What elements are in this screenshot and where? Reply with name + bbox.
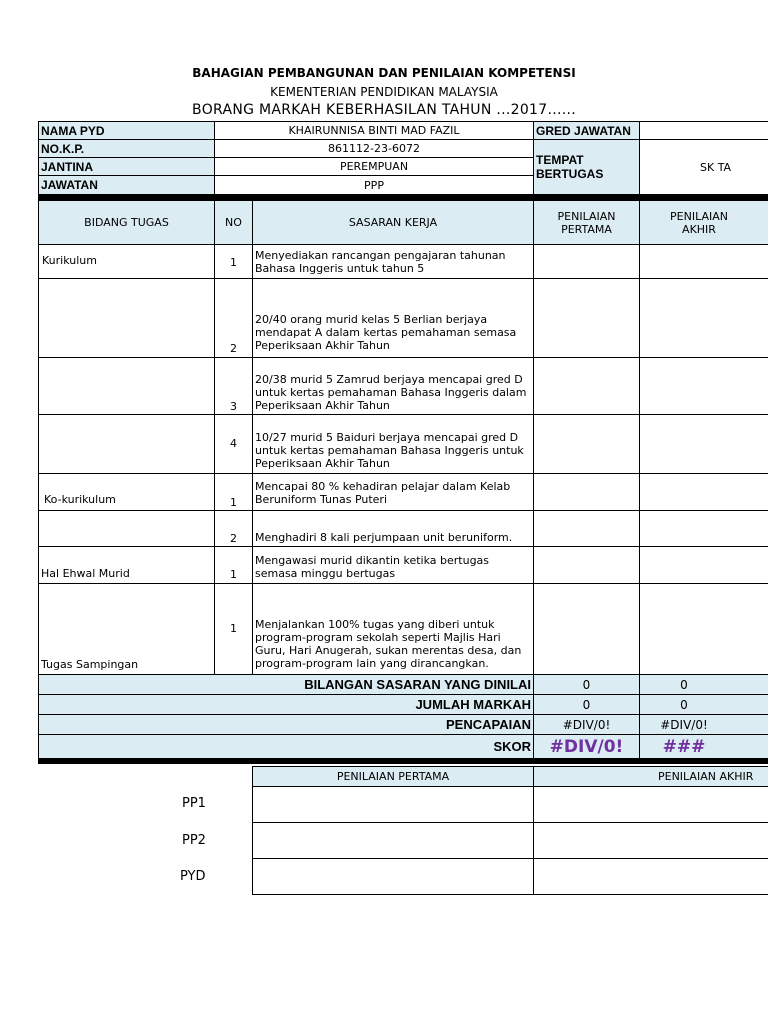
- row-bidang: [38, 278, 215, 358]
- signoff-label-pyd: PYD: [180, 869, 206, 884]
- skor-pertama: #DIV/0!: [533, 734, 640, 759]
- row-no: 4: [214, 414, 253, 474]
- col-akhir: PENILAIAN AKHIR: [639, 200, 768, 245]
- row-sasaran: Menyediakan rancangan pengajaran tahunan Bahasa Inggeris untuk tahun 5: [252, 244, 534, 279]
- jawatan-value: PPP: [214, 175, 534, 195]
- signoff-pp1-pertama[interactable]: [252, 786, 534, 823]
- signoff-label-pp1: PP1: [182, 796, 206, 811]
- row-no: 1: [214, 244, 253, 279]
- summary-akhir: 0: [639, 674, 768, 695]
- summary-akhir: 0: [639, 694, 768, 715]
- summary-label: PENCAPAIAN: [38, 714, 534, 735]
- row-akhir-cell[interactable]: [639, 546, 768, 584]
- row-akhir-cell[interactable]: [639, 357, 768, 415]
- signoff-label-pp2: PP2: [182, 833, 206, 848]
- row-akhir-cell[interactable]: [639, 278, 768, 358]
- jawatan-label: JAWATAN: [38, 175, 215, 195]
- summary-label: SKOR: [38, 734, 534, 759]
- nokp-value: 861112-23-6072: [214, 139, 534, 158]
- row-pertama-cell[interactable]: [533, 278, 640, 358]
- signoff-pp2-pertama[interactable]: [252, 822, 534, 859]
- header-line-1: BAHAGIAN PEMBANGUNAN DAN PENILAIAN KOMPETENSI: [192, 66, 576, 80]
- col-pertama: PENILAIAN PERTAMA: [533, 200, 640, 245]
- row-sasaran: 20/40 orang murid kelas 5 Berlian berjaya mendapat A dalam kertas pemahaman semasa Peperiksaan Akhir Tahun: [252, 278, 534, 358]
- divider-bottom: [38, 759, 768, 764]
- jantina-label: JANTINA: [38, 157, 215, 176]
- row-sasaran: Mencapai 80 % kehadiran pelajar dalam Kelab Beruniform Tunas Puteri: [252, 473, 534, 511]
- gred-value: [639, 121, 768, 140]
- signoff-pyd-pertama[interactable]: [252, 858, 534, 895]
- signoff-akhir-header: PENILAIAN AKHIR: [533, 766, 768, 787]
- row-no: 1: [214, 546, 253, 584]
- row-no: 2: [214, 510, 253, 547]
- summary-label: JUMLAH MARKAH: [38, 694, 534, 715]
- row-sasaran: Mengawasi murid dikantin ketika bertugas semasa minggu bertugas: [252, 546, 534, 584]
- row-pertama-cell[interactable]: [533, 244, 640, 279]
- tempat-label: TEMPAT BERTUGAS: [533, 139, 640, 195]
- summary-akhir: #DIV/0!: [639, 714, 768, 735]
- row-bidang: Hal Ehwal Murid: [38, 546, 215, 584]
- col-bidang: BIDANG TUGAS: [38, 200, 215, 245]
- signoff-pp2-akhir[interactable]: [533, 822, 768, 859]
- row-akhir-cell[interactable]: [639, 583, 768, 675]
- jantina-value: PEREMPUAN: [214, 157, 534, 176]
- row-bidang: [38, 357, 215, 415]
- header-line-3: BORANG MARKAH KEBERHASILAN TAHUN ...2017......: [192, 102, 576, 118]
- summary-pertama: 0: [533, 694, 640, 715]
- row-bidang: Ko-kurikulum: [38, 473, 215, 511]
- col-sasaran: SASARAN KERJA: [252, 200, 534, 245]
- header-line-2: KEMENTERIAN PENDIDIKAN MALAYSIA: [270, 85, 498, 99]
- nama-label: NAMA PYD: [38, 121, 215, 140]
- row-sasaran: 20/38 murid 5 Zamrud berjaya mencapai gred D untuk kertas pemahaman Bahasa Inggeris dalam Peperiksaan Akhir Tahun: [252, 357, 534, 415]
- nama-value: KHAIRUNNISA BINTI MAD FAZIL: [214, 121, 534, 140]
- row-sasaran: Menjalankan 100% tugas yang diberi untuk program-program sekolah seperti Majlis Hari Guru, Hari Anugerah, sukan merentas desa, dan program-program lain yang dirancangkan.: [252, 583, 534, 675]
- summary-pertama: #DIV/0!: [533, 714, 640, 735]
- row-akhir-cell[interactable]: [639, 244, 768, 279]
- row-bidang: [38, 414, 215, 474]
- summary-pertama: 0: [533, 674, 640, 695]
- row-pertama-cell[interactable]: [533, 546, 640, 584]
- row-bidang: Kurikulum: [38, 244, 215, 279]
- skor-akhir: ###: [639, 734, 768, 759]
- col-no: NO: [214, 200, 253, 245]
- row-bidang: [38, 510, 215, 547]
- row-pertama-cell[interactable]: [533, 510, 640, 547]
- gred-label: GRED JAWATAN: [533, 121, 640, 140]
- nokp-label: NO.K.P.: [38, 139, 215, 158]
- row-pertama-cell[interactable]: [533, 473, 640, 511]
- tempat-value: SK TA: [639, 139, 768, 195]
- row-no: 3: [214, 357, 253, 415]
- signoff-pp1-akhir[interactable]: [533, 786, 768, 823]
- row-bidang: Tugas Sampingan: [38, 583, 215, 675]
- row-no: 1: [214, 583, 253, 675]
- row-akhir-cell[interactable]: [639, 473, 768, 511]
- row-sasaran: 10/27 murid 5 Baiduri berjaya mencapai gred D untuk kertas pemahaman Bahasa Inggeris untuk Peperiksaan Akhir Tahun: [252, 414, 534, 474]
- row-pertama-cell[interactable]: [533, 414, 640, 474]
- row-no: 1: [214, 473, 253, 511]
- signoff-pyd-akhir[interactable]: [533, 858, 768, 895]
- row-akhir-cell[interactable]: [639, 510, 768, 547]
- summary-label: BILANGAN SASARAN YANG DINILAI: [38, 674, 534, 695]
- row-no: 2: [214, 278, 253, 358]
- row-pertama-cell[interactable]: [533, 583, 640, 675]
- row-akhir-cell[interactable]: [639, 414, 768, 474]
- row-pertama-cell[interactable]: [533, 357, 640, 415]
- row-sasaran: Menghadiri 8 kali perjumpaan unit beruniform.: [252, 510, 534, 547]
- signoff-pertama-header: PENILAIAN PERTAMA: [252, 766, 534, 787]
